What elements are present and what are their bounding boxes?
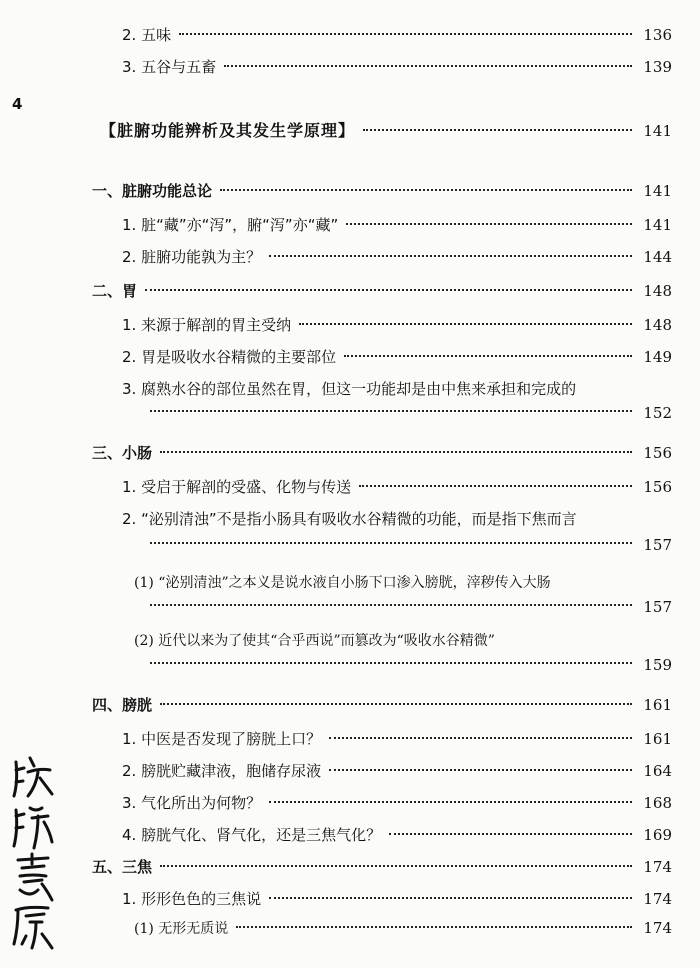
toc-entry-page: 139 [643, 58, 672, 76]
toc-entry[interactable] [122, 824, 672, 845]
toc-entry-line1 [122, 508, 672, 529]
leader-dots [389, 833, 632, 835]
toc-entry-title: 1. 受启于解剖的受盛、化物与传送 [122, 478, 352, 496]
leader-dots [329, 737, 632, 739]
toc-entry-title: 1. 来源于解剖的胃主受纳 [122, 316, 292, 334]
toc-chapter-title: 【脏腑功能辨析及其发生学原理】 [100, 121, 356, 140]
leader-dots [269, 801, 632, 803]
toc-section[interactable] [92, 694, 672, 715]
toc-entry-page: 161 [643, 730, 672, 748]
toc-entry[interactable] [122, 214, 672, 235]
leader-dots [299, 323, 632, 325]
toc-entry-title: (2) 近代以来为了使其“合乎西说”而篡改为“吸收水谷精微” [134, 633, 495, 649]
toc-section[interactable] [92, 280, 672, 301]
toc-entry-title: 2. 脏腑功能孰为主？ [122, 248, 262, 266]
toc-entry[interactable] [122, 476, 672, 497]
leader-dots [269, 897, 632, 899]
toc-entry[interactable] [122, 24, 672, 45]
toc-entry-page: 156 [643, 444, 672, 462]
toc-entry-page: 164 [643, 762, 672, 780]
toc-entry-page: 174 [643, 919, 672, 937]
toc-section-title: 四、膀胱 [92, 696, 153, 714]
leader-dots [359, 485, 632, 487]
toc-entry-title: (1) 无形无质说 [134, 921, 229, 937]
toc-entry-page: 157 [643, 536, 672, 554]
toc-entry-page: 174 [643, 858, 672, 876]
toc-entry-title: 3. 五谷与五畜 [122, 58, 217, 76]
toc-section[interactable] [92, 180, 672, 201]
toc-entry-line1 [122, 378, 672, 399]
leader-dots [344, 355, 632, 357]
toc-chapter[interactable] [100, 118, 672, 141]
toc-entry-page: 156 [643, 478, 672, 496]
leader-dots [269, 255, 632, 257]
toc-entry-title: 1. 脏“藏”亦“泻”，腑“泻”亦“藏” [122, 216, 339, 234]
leader-dots [363, 129, 632, 131]
toc-section[interactable] [92, 856, 672, 877]
leader-dots [150, 542, 632, 544]
toc-section-title: 二、胃 [92, 282, 138, 300]
toc-entry-page: 144 [643, 248, 672, 266]
toc-entry-page: 148 [643, 282, 672, 300]
toc-section-title: 一、脏腑功能总论 [92, 182, 213, 200]
leader-dots [150, 662, 632, 664]
toc-entry-title: 3. 气化所出为何物？ [122, 794, 262, 812]
toc-entry[interactable] [122, 56, 672, 77]
toc-entry-title: 2. “泌别清浊”不是指小肠具有吸收水谷精微的功能，而是指下焦而言 [122, 510, 577, 528]
toc-entry[interactable] [122, 888, 672, 909]
leader-dots [160, 703, 632, 705]
calligraphy-title-seal [8, 752, 58, 952]
toc-entry[interactable] [122, 728, 672, 749]
toc-entry[interactable] [122, 760, 672, 781]
toc-entry-title: (1) “泌别清浊”之本义是说水液自小肠下口渗入膀胱，滓秽传入大肠 [134, 575, 551, 591]
toc-section[interactable] [92, 442, 672, 463]
leader-dots [160, 865, 632, 867]
toc-entry-page: 149 [643, 348, 672, 366]
toc-section-title: 五、三焦 [92, 858, 153, 876]
toc-entry-page: 141 [643, 182, 672, 200]
leader-dots [220, 189, 632, 191]
toc-entry-line2 [150, 536, 672, 554]
toc-entry-page: 148 [643, 316, 672, 334]
toc-entry-title: 1. 形形色色的三焦说 [122, 890, 262, 908]
toc-entry-line1 [134, 572, 672, 592]
toc-entry[interactable] [122, 314, 672, 335]
toc-entry-page: 136 [643, 26, 672, 44]
leader-dots [160, 451, 632, 453]
toc-entry-page: 141 [643, 216, 672, 234]
toc-entry-page: 174 [643, 890, 672, 908]
page-number: 4 [12, 95, 23, 113]
toc-entry-line2 [150, 656, 672, 674]
leader-dots [145, 289, 632, 291]
toc-entry-page: 157 [643, 598, 672, 616]
toc-entry[interactable] [122, 792, 672, 813]
leader-dots [150, 410, 632, 412]
toc-entry-page: 169 [643, 826, 672, 844]
toc-entry-title: 2. 胃是吸收水谷精微的主要部位 [122, 348, 337, 366]
leader-dots [346, 223, 632, 225]
toc-entry[interactable] [122, 246, 672, 267]
toc-entry-title: 2. 膀胱贮藏津液，胞储存尿液 [122, 762, 322, 780]
toc-entry-line1 [134, 630, 672, 650]
toc-entry[interactable] [134, 918, 672, 938]
leader-dots [150, 604, 632, 606]
leader-dots [236, 926, 632, 928]
leader-dots [224, 65, 632, 67]
toc-entry-line2 [150, 598, 672, 616]
toc-entry-title: 4. 膀胱气化、肾气化，还是三焦气化？ [122, 826, 382, 844]
toc-entry-page: 161 [643, 696, 672, 714]
toc-entry-page: 168 [643, 794, 672, 812]
toc-entry-title: 2. 五味 [122, 26, 172, 44]
toc-entry-page: 141 [643, 122, 672, 140]
toc-entry-title: 3. 腐熟水谷的部位虽然在胃，但这一功能却是由中焦来承担和完成的 [122, 380, 577, 398]
toc-entry-title: 1. 中医是否发现了膀胱上口？ [122, 730, 322, 748]
leader-dots [179, 33, 632, 35]
toc-entry-page: 152 [643, 404, 672, 422]
toc-entry-page: 159 [643, 656, 672, 674]
leader-dots [329, 769, 632, 771]
toc-section-title: 三、小肠 [92, 444, 153, 462]
toc-entry[interactable] [122, 346, 672, 367]
toc-entry-line2 [150, 404, 672, 422]
